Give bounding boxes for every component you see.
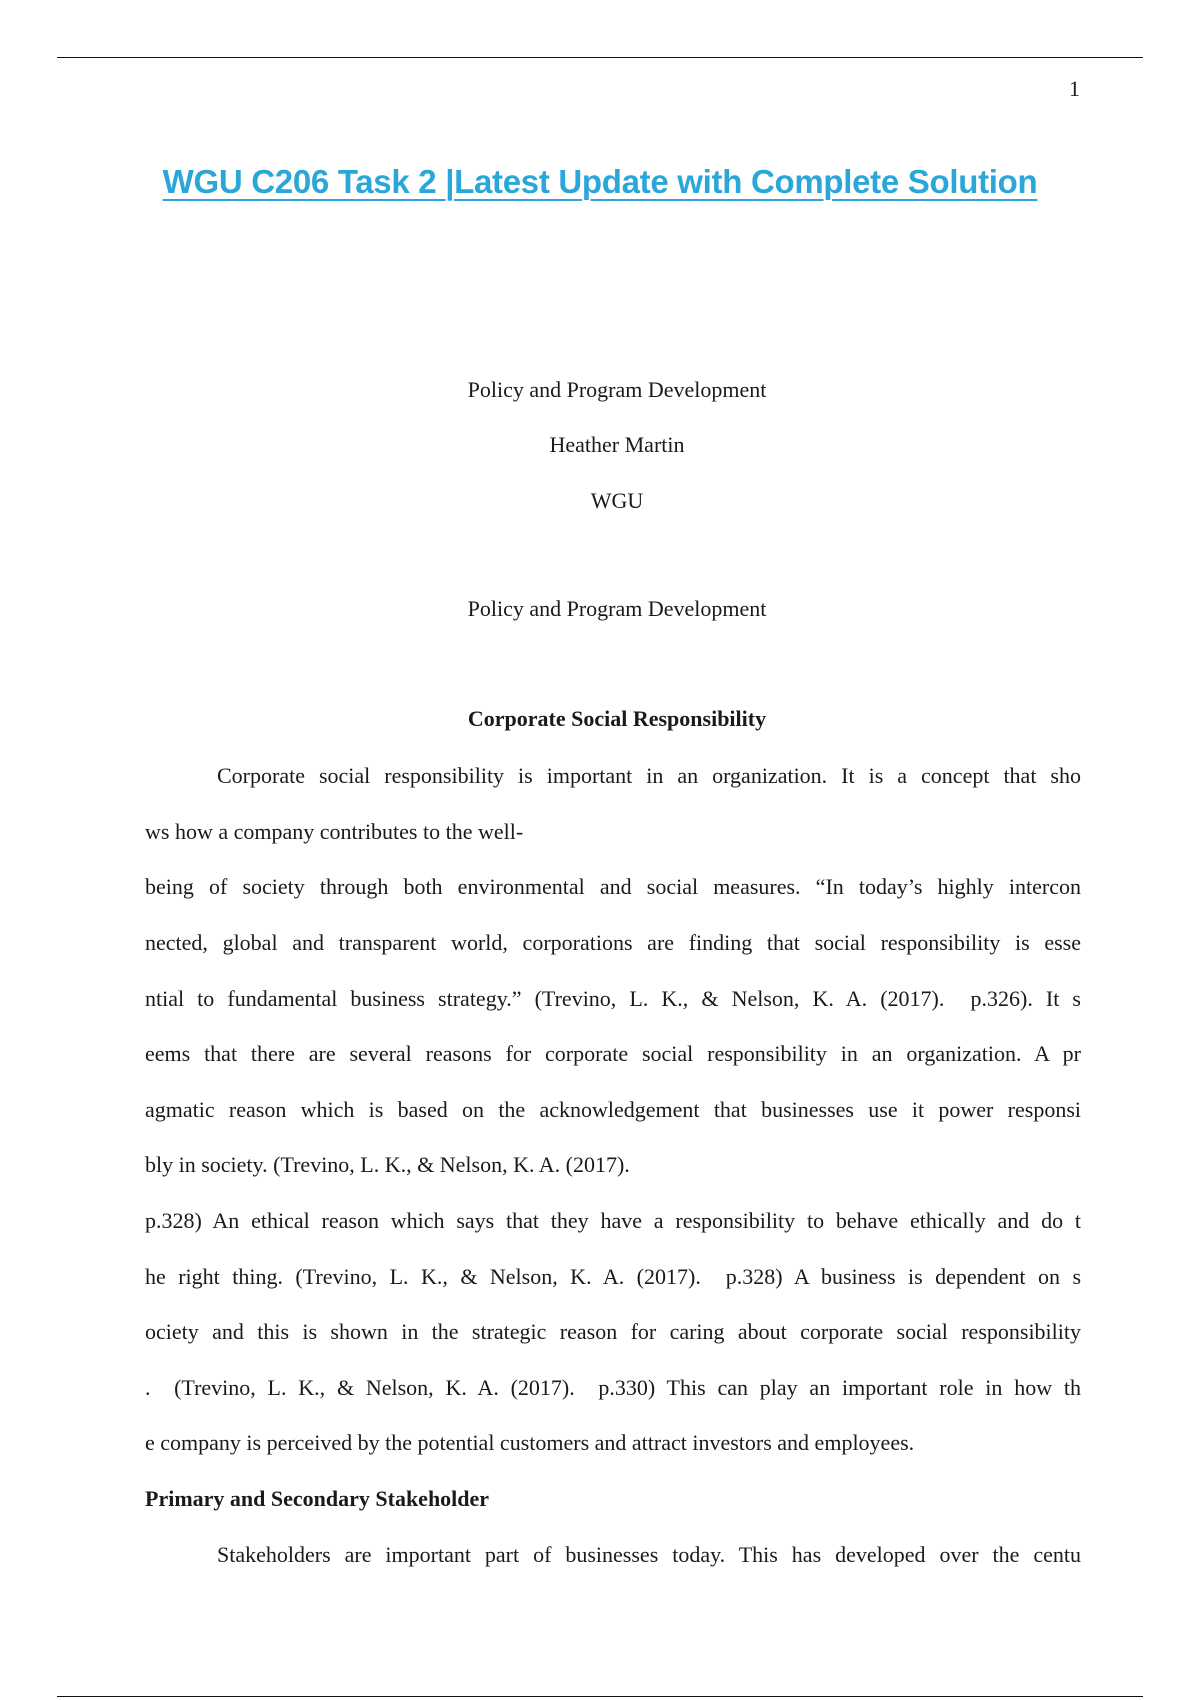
header-rule xyxy=(57,57,1143,58)
paragraph-line: . (Trevino, L. K., & Nelson, K. A. (2017). p.330) This can play an important role in how th xyxy=(145,1375,1081,1400)
paragraph-line: ntial to fundamental business strategy.” (Trevino, L. K., & Nelson, K. A. (2017). p.326). It s xyxy=(145,986,1081,1011)
footer-rule xyxy=(57,1696,1143,1697)
document-title-link[interactable]: WGU C206 Task 2 |Latest Update with Complete Solution xyxy=(162,163,1038,200)
author-name: Heather Martin xyxy=(549,432,685,457)
paragraph-line: e company is perceived by the potential customers and attract investors and employees. xyxy=(145,1430,915,1455)
paragraph-line: nected, global and transparent world, corporations are finding that social responsibility is esse xyxy=(145,930,1081,955)
paragraph-line: ociety and this is shown in the strategic reason for caring about corporate social responsibility xyxy=(145,1319,1081,1344)
institution: WGU xyxy=(590,488,644,513)
paragraph-line: p.328) An ethical reason which says that they have a responsibility to behave ethically and do t xyxy=(145,1208,1081,1233)
paragraph-line: Corporate social responsibility is important in an organization. It is a concept that sho xyxy=(217,763,1081,788)
paragraph-line: ws how a company contributes to the well- xyxy=(145,819,524,844)
paragraph-line: agmatic reason which is based on the acknowledgement that businesses use it power responsi xyxy=(145,1097,1081,1122)
paragraph-line: Stakeholders are important part of businesses today. This has developed over the centu xyxy=(217,1542,1081,1567)
paragraph-line: being of society through both environmental and social measures. “In today’s highly intercon xyxy=(145,874,1081,899)
paper-title: Policy and Program Development xyxy=(467,596,767,621)
section-heading-stakeholder: Primary and Secondary Stakeholder xyxy=(145,1486,490,1511)
page-number: 1 xyxy=(1069,76,1080,101)
paragraph-line: he right thing. (Trevino, L. K., & Nelson, K. A. (2017). p.328) A business is dependent on s xyxy=(145,1264,1081,1289)
paragraph-line: bly in society. (Trevino, L. K., & Nelson, K. A. (2017). xyxy=(145,1152,630,1177)
title-page-title: Policy and Program Development xyxy=(467,377,767,402)
paragraph-line: eems that there are several reasons for corporate social responsibility in an organization. A pr xyxy=(145,1041,1081,1066)
document-title xyxy=(0,163,1200,201)
section-heading-csr: Corporate Social Responsibility xyxy=(467,706,767,731)
